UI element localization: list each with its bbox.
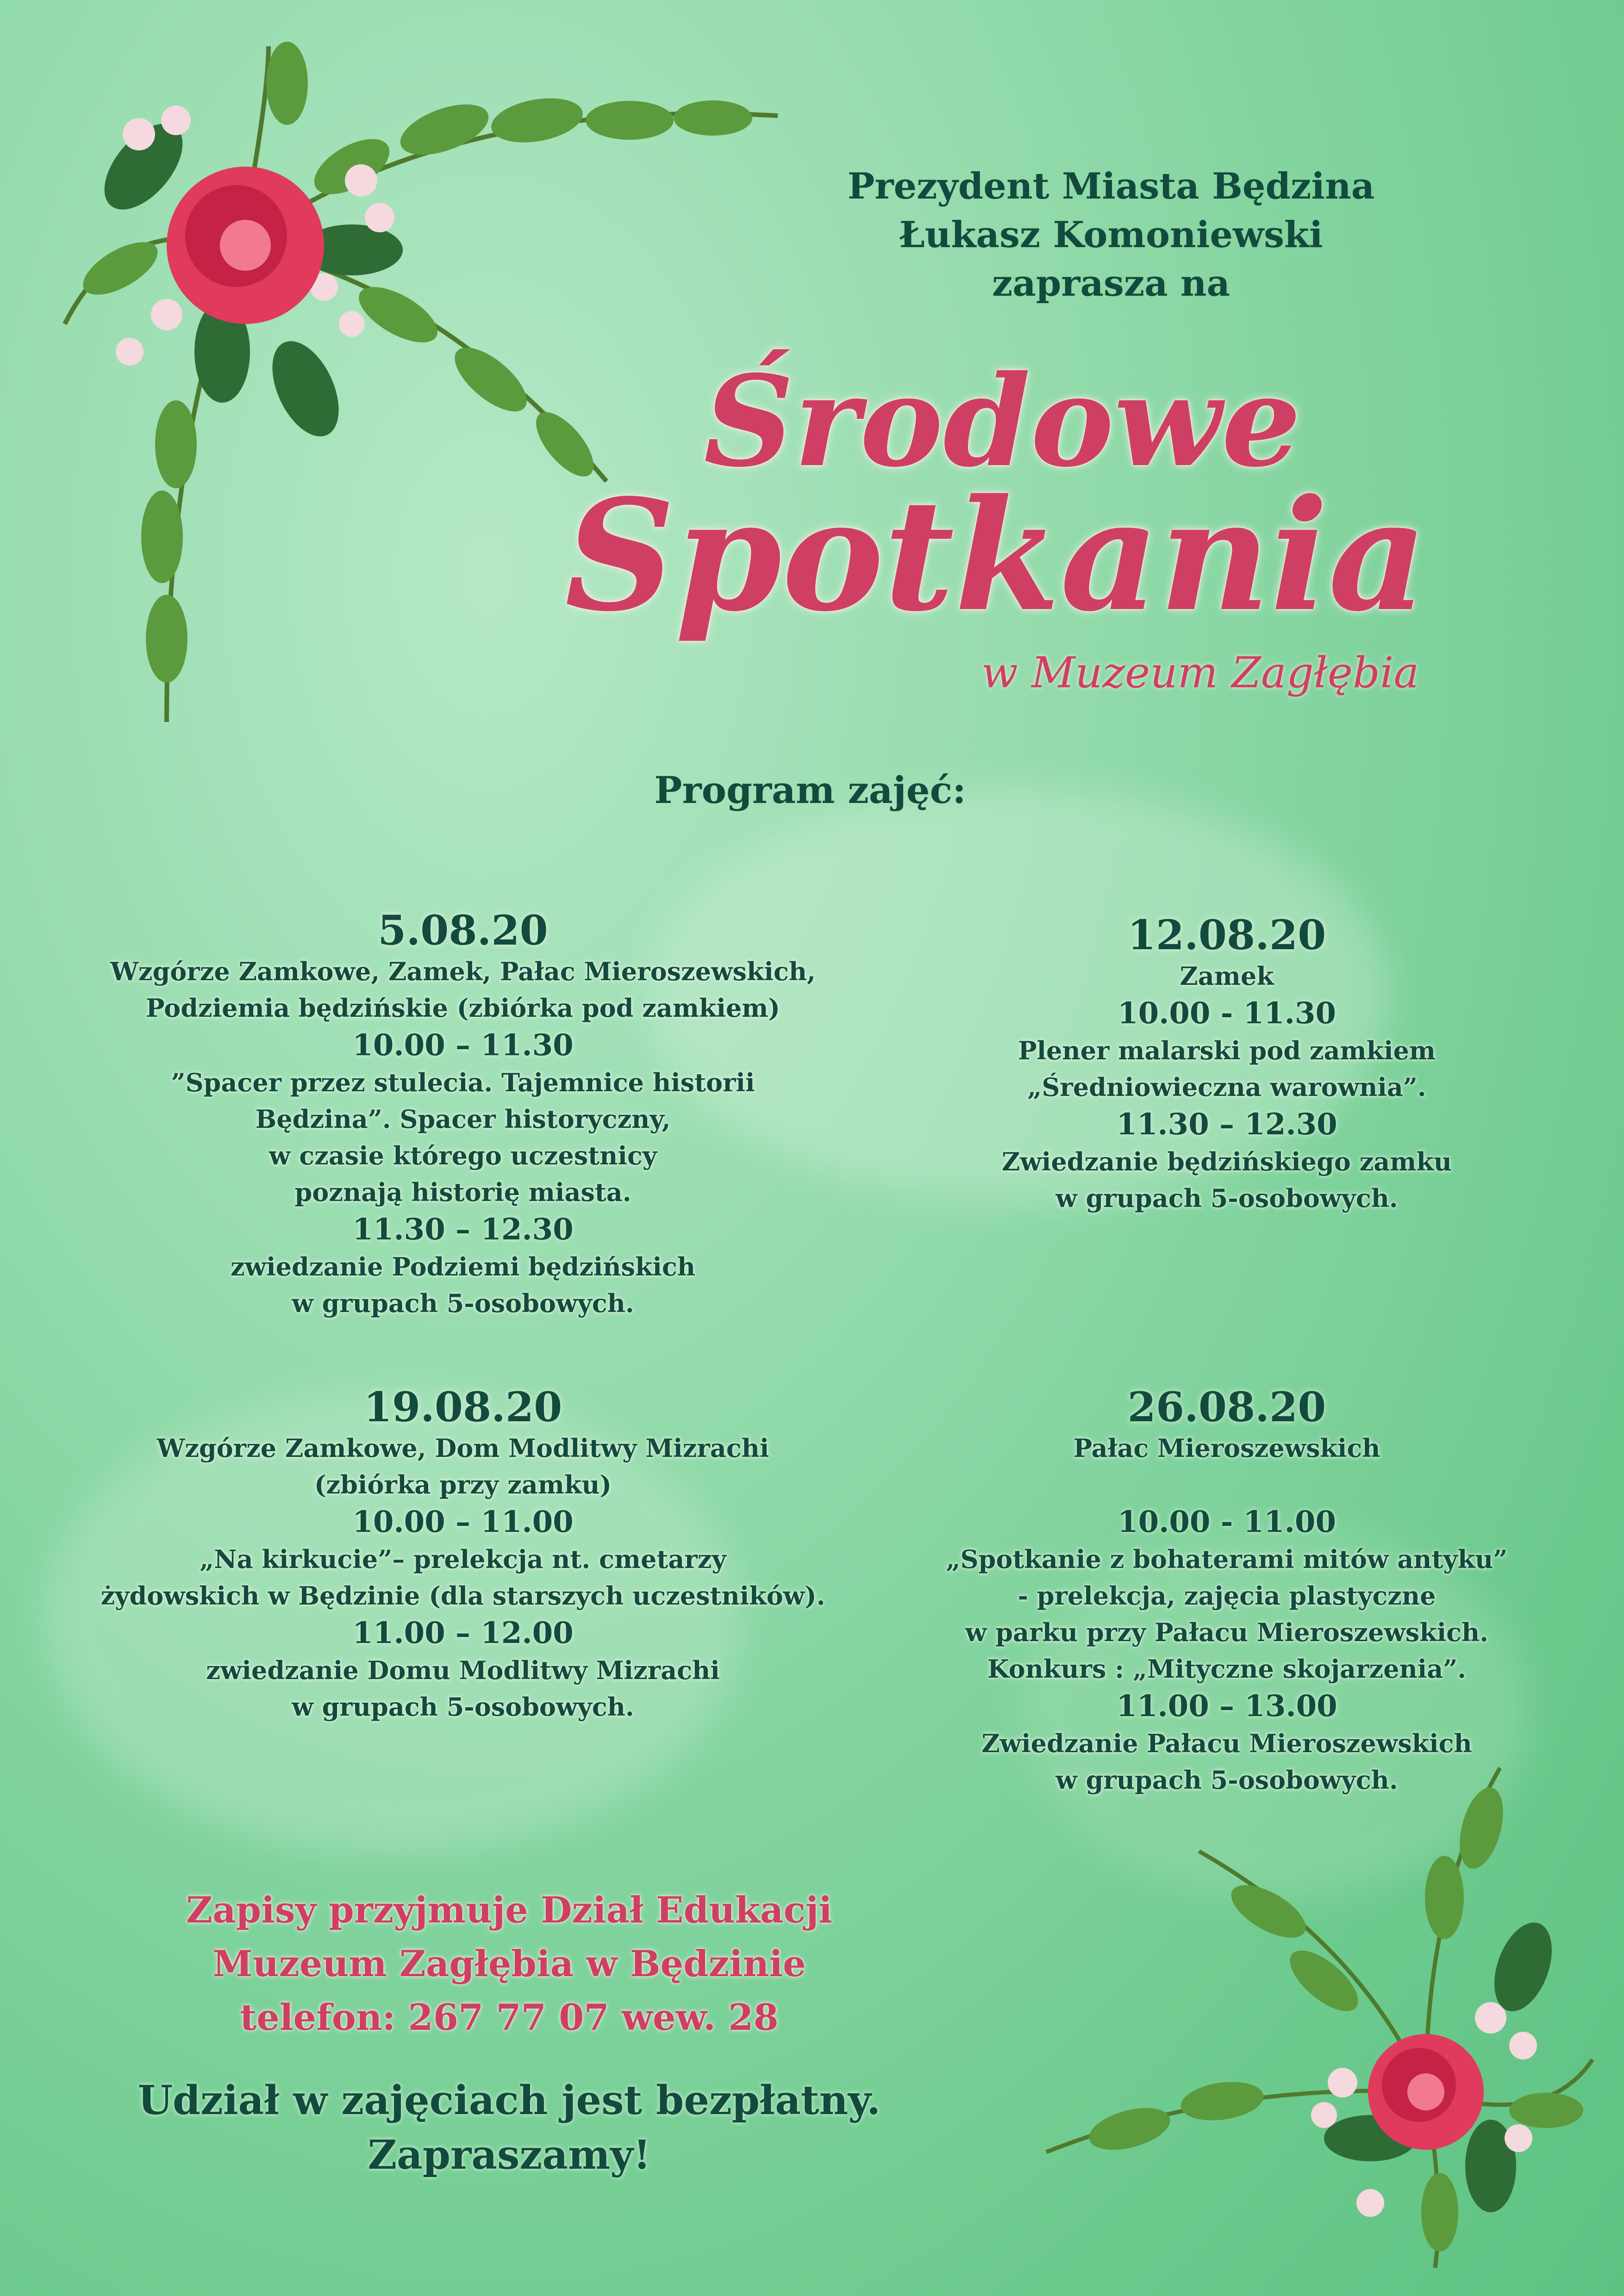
header-invite: zaprasza na [992,262,1230,305]
event-description: zwiedzanie Domu Modlitwy Mizrachi [206,1655,720,1685]
event-time: 11.00 – 13.00 [1116,1689,1337,1724]
event-time: 11.30 – 12.30 [352,1212,574,1247]
event-time: 10.00 – 11.00 [352,1505,574,1539]
event-description: „Spotkanie z bohaterami mitów antyku” [946,1544,1508,1574]
event-description: Zwiedzanie Pałacu Mieroszewskich [981,1729,1472,1758]
footer-note [116,2073,903,2183]
event-date: 12.08.20 [1127,911,1326,959]
event-location: (zbiórka przy zamku) [314,1470,612,1500]
title-subtitle: w Muzeum Zagłębia [981,648,1419,697]
event-description: poznają historię miasta. [294,1177,631,1207]
event-description: „Średniowieczna warownia”. [1027,1072,1426,1102]
title-word-2: Spotkania [565,466,1428,645]
event-description: żydowskich w Będzinie (dla starszych uczestników). [100,1581,825,1611]
event-block-2 [903,912,1551,1217]
header-president-name: Łukasz Komoniewski [899,214,1323,256]
event-time: 10.00 - 11.00 [1118,1505,1336,1539]
event-description: w grupach 5-osobowych. [292,1288,634,1318]
event-location: Wzgórze Zamkowe, Zamek, Pałac Mieroszewskich, [110,957,816,986]
event-description: w grupach 5-osobowych. [1056,1183,1398,1213]
registration-line: Zapisy przyjmuje Dział Edukacji [186,1889,832,1931]
event-description: zwiedzanie Podziemi będzińskich [230,1252,696,1282]
event-description: - prelekcja, zajęcia plastyczne [1018,1581,1436,1611]
event-block-1 [69,907,856,1322]
event-location: Zamek [1180,961,1274,991]
event-time: 10.00 - 11.30 [1118,996,1336,1031]
title-word-1: Środowe [704,348,1301,495]
event-description: ”Spacer przez stulecia. Tajemnice historii [171,1068,755,1097]
event-description: Plener malarski pod zamkiem [1018,1036,1436,1065]
event-description: w grupach 5-osobowych. [1056,1765,1398,1795]
floral-decoration-bottom-right [1037,1759,1606,2277]
event-time: 11.30 – 12.30 [1116,1107,1337,1142]
event-description: w grupach 5-osobowych. [292,1692,634,1722]
event-description: Będzina”. Spacer historyczny, [255,1104,671,1134]
event-block-3 [46,1384,880,1725]
event-block-4 [903,1384,1551,1798]
event-time: 11.00 – 12.00 [352,1616,574,1650]
event-time: 10.00 – 11.30 [352,1028,574,1063]
event-location: Pałac Mieroszewskich [1073,1433,1380,1463]
event-description: Zwiedzanie będzińskiego zamku [1001,1147,1452,1176]
event-description: w czasie którego uczestnicy [269,1141,657,1170]
registration-line: Muzeum Zagłębia w Będzinie [212,1943,806,1985]
registration-info [116,1884,903,2045]
event-description: w parku przy Pałacu Mieroszewskich. [965,1618,1489,1647]
footer-invite: Zapraszamy! [368,2132,651,2178]
registration-phone: telefon: 267 77 07 wew. 28 [240,1997,779,2039]
footer-free-entry: Udział w zajęciach jest bezpłatny. [137,2077,881,2124]
event-date: 19.08.20 [363,1383,562,1431]
event-location: Wzgórze Zamkowe, Dom Modlitwy Mizrachi [156,1433,769,1463]
event-date: 26.08.20 [1127,1383,1326,1431]
event-location: Podziemia będzińskie (zbiórka pod zamkiem) [146,993,780,1023]
program-heading: Program zajęć: [654,768,966,812]
event-date: 5.08.20 [378,906,548,954]
header-organizer: Prezydent Miasta Będzina [847,165,1375,207]
event-description: „Na kirkucie”– prelekcja nt. cmetarzy [200,1544,726,1574]
event-description: Konkurs : „Mityczne skojarzenia”. [987,1654,1467,1684]
